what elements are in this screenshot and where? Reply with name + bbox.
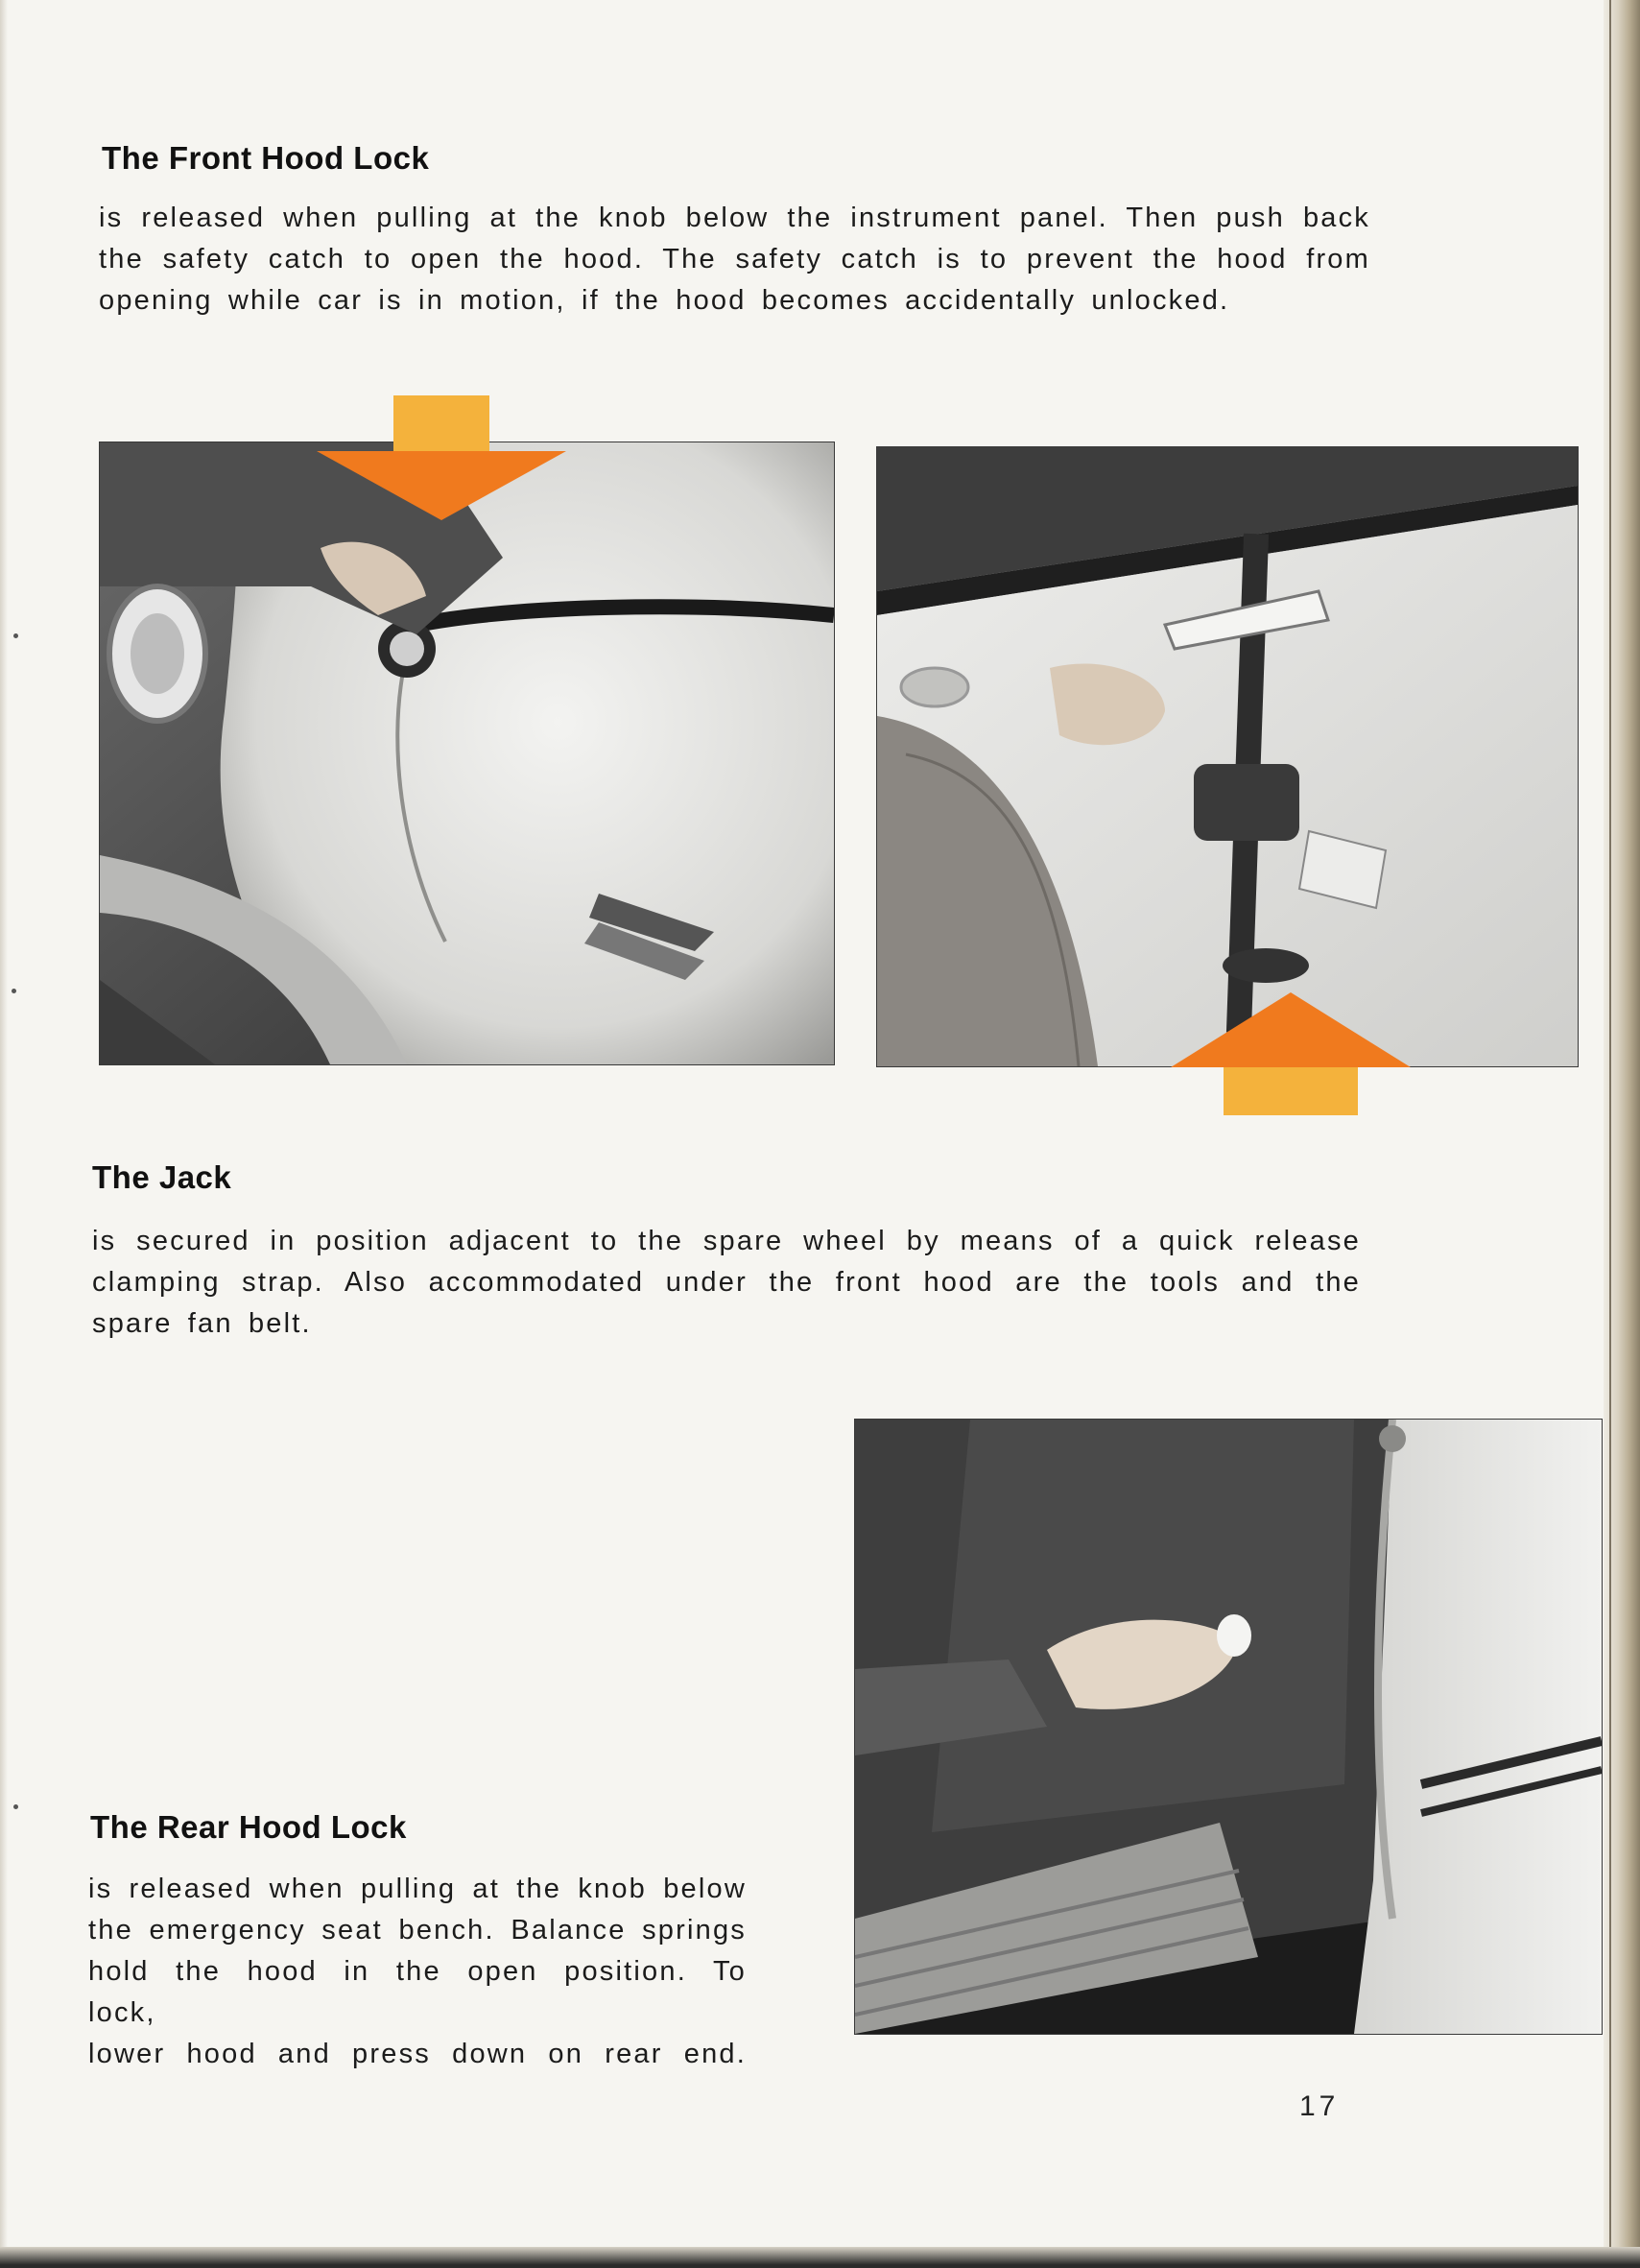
page-bottom-edge (0, 2247, 1640, 2268)
front-hood-text (99, 198, 1370, 322)
scan-speck (13, 1804, 18, 1809)
text-line: the safety catch to open the hood. The safety catch is to prevent the hood from (99, 244, 1370, 275)
text-line: is secured in position adjacent to the spare wheel by means of a quick release (92, 1226, 1361, 1256)
jack-mounting-photo (876, 446, 1579, 1067)
rear-hood-release-photo (854, 1419, 1603, 2035)
front-hood-heading: The Front Hood Lock (102, 140, 430, 176)
text-line: spare fan belt. (92, 1308, 312, 1339)
rear-hood-heading: The Rear Hood Lock (90, 1809, 407, 1845)
front-hood-release-photo (99, 442, 835, 1065)
page-number: 17 (1299, 2090, 1340, 2122)
text-line: is released when pulling at the knob below the instrument panel. Then push back (99, 203, 1370, 233)
text-line: hold the hood in the open position. To lock, (88, 1956, 747, 2028)
scan-speck (12, 989, 16, 993)
text-line: clamping strap. Also accommodated under the front hood are the tools and the (92, 1267, 1361, 1298)
rear-hood-text (88, 1869, 747, 2075)
text-line: opening while car is in motion, if the hood becomes accidentally unlocked. (99, 285, 1230, 316)
text-line: is released when pulling at the knob below (88, 1874, 747, 1904)
page-fold-line (1609, 0, 1611, 2268)
text-line: lower hood and press down on rear end. (88, 2039, 747, 2069)
scan-speck (13, 633, 18, 638)
down-arrow-marker-icon (317, 395, 566, 520)
jack-heading: The Jack (92, 1159, 232, 1195)
page-left-edge (0, 0, 8, 2268)
jack-text (92, 1221, 1361, 1345)
text-line: the emergency seat bench. Balance springs (88, 1915, 747, 1946)
up-arrow-marker-icon (1171, 992, 1411, 1115)
